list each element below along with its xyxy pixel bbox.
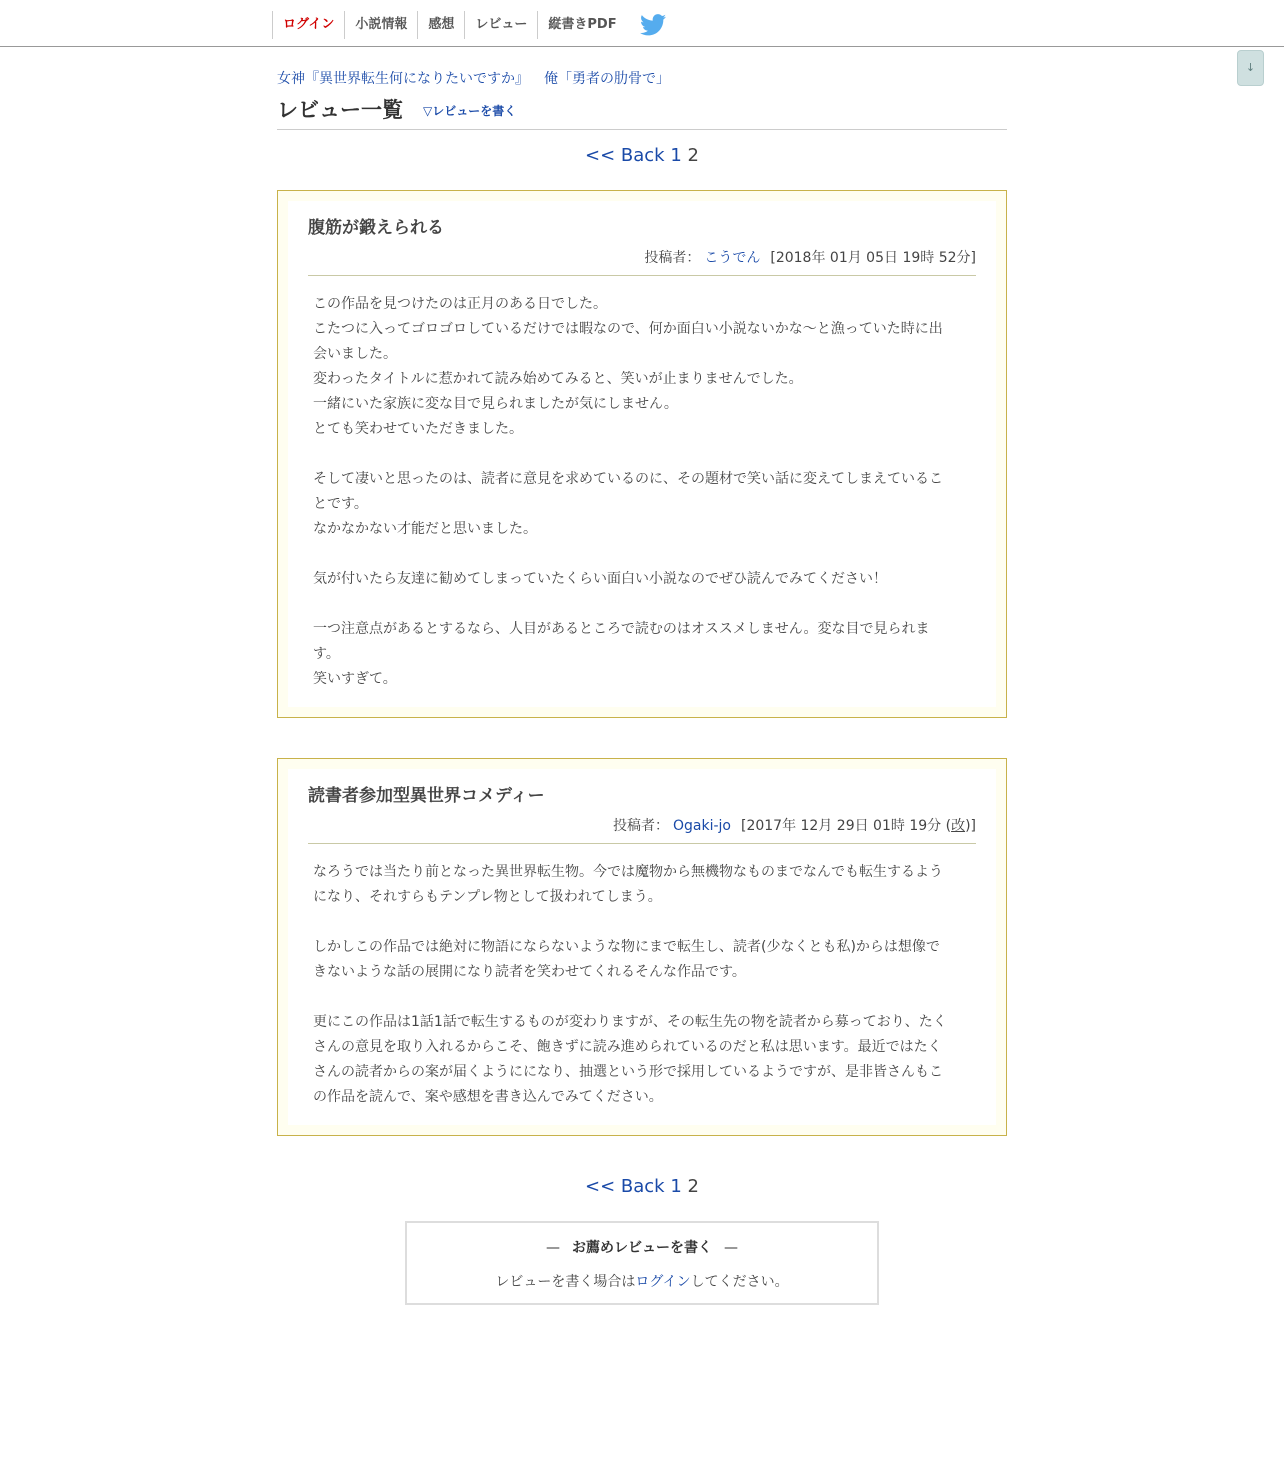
recommend-login-link[interactable]: ログイン	[635, 1274, 691, 1290]
review-edited-marker[interactable]: 改	[951, 818, 966, 834]
review-body: この作品を見つけたのは正月のある日でした。 こたつに入ってゴロゴロしているだけでは暇なので、何か面白い小説ないかな〜と漁っていた時に出会いました。 変わったタイトルに惹かれて読み始めてみると、笑いが止まりませんでした。 一緒にいた家族に変な目で見られましたが気にしません。 とても笑わせていただきました。 そして凄いと思ったのは、読者に意見を求めているのに、その題材で笑い話に変えてしまえていることです。 なかなかない才能だと思いました。 気が付いたら友達に勧めてしまっていたくらい面白い小説なのでぜひ読んでみてください！ 一つ注意点があるとするなら、人目があるところで読むのはオススメしません。変な目で見られます。 笑いすぎて。	[313, 296, 943, 687]
nav-impressions[interactable]: 感想	[417, 11, 464, 39]
review-date: [2017年 12月 29日 01時 19分	[740, 818, 942, 834]
review-title: 腹筋が鍛えられる	[308, 218, 444, 238]
nav-novel-info[interactable]: 小説情報	[344, 11, 417, 39]
title-dash-right: —	[724, 1240, 738, 1256]
review-body: なろうでは当たり前となった異世界転生物。今では魔物から無機物なものまでなんでも転生するようになり、それすらもテンプレ物として扱われてしまう。 しかしこの作品では絶対に物語にならないような物にまで転生し、読者(少なくとも私)からは想像できないような話の展開になり読者を笑わせてくれるそんな作品です。 更にこの作品は1話1話で転生するものが変わりますが、その転生先の物を読者から募っており、たくさんの意見を取り入れるからこそ、飽きずに読み進められているのだと私は思います。最近ではたくさんの読者からの案が届くようにになり、抽選という形で採用しているようですが、是非皆さんもこの作品を読んで、案や感想を書き込んでみてください。	[313, 864, 947, 1105]
pager-page-1[interactable]: 1	[670, 1176, 682, 1197]
review-inner	[288, 201, 996, 707]
page-heading	[277, 92, 1007, 130]
review-inner	[288, 769, 996, 1125]
top-nav	[0, 0, 1284, 47]
page-title: レビュー一覧	[277, 98, 403, 122]
review-meta: 投稿者： Ogaki-jo [2017年 12月 29日 01時 19分 (改)]	[308, 815, 976, 844]
review-author-link[interactable]: こうでん	[704, 250, 761, 266]
recommend-title-text: お薦めレビューを書く	[572, 1240, 712, 1256]
review-meta	[308, 247, 976, 276]
breadcrumb	[277, 68, 670, 88]
author-label: 投稿者：	[644, 250, 701, 266]
novel-title-part1: 女神『異世界転生何になりたいですか』	[277, 71, 529, 87]
pager-top	[277, 145, 1007, 166]
write-review-link[interactable]: ▽レビューを書く	[423, 104, 517, 118]
review-card	[277, 758, 1007, 1136]
recommend-review-box	[405, 1221, 879, 1305]
pager-back-link[interactable]: << Back	[585, 1176, 665, 1197]
prompt-after: してください。	[690, 1274, 789, 1290]
nav-login[interactable]: ログイン	[272, 11, 344, 39]
prompt-before: レビューを書く場合は	[495, 1274, 636, 1290]
nav-vertical-pdf[interactable]: 縦書きPDF	[537, 11, 626, 39]
review-date: [2018年 01月 05日 19時 52分]	[770, 250, 976, 266]
review-author-link[interactable]: Ogaki-jo	[672, 818, 731, 834]
nav-items	[272, 11, 627, 39]
novel-title-part2: 俺「勇者の肋骨で」	[544, 71, 670, 87]
review-card	[277, 190, 1007, 718]
pager-page-2-current: 2	[687, 1176, 699, 1197]
novel-title-link[interactable]	[277, 71, 670, 87]
title-dash-left: —	[546, 1240, 560, 1256]
scroll-down-button[interactable]: ↓	[1237, 50, 1264, 86]
recommend-title	[407, 1237, 877, 1257]
pager-bottom	[277, 1176, 1007, 1197]
recommend-login-prompt	[407, 1271, 877, 1291]
nav-reviews[interactable]: レビュー	[464, 11, 537, 39]
pager-page-1[interactable]: 1	[670, 145, 682, 166]
twitter-bird-icon[interactable]	[640, 14, 666, 36]
review-title: 読書者参加型異世界コメディー	[308, 786, 545, 806]
author-label: 投稿者：	[612, 818, 669, 834]
pager-page-2-current: 2	[687, 145, 699, 166]
pager-back-link[interactable]: << Back	[585, 145, 665, 166]
